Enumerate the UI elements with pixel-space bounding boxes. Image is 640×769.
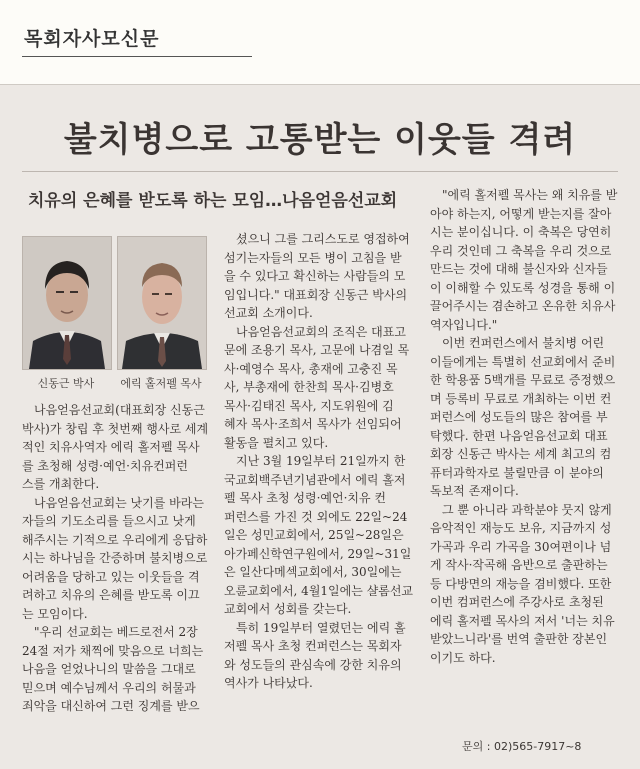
photo-shin-donggeun: [22, 236, 112, 370]
photo-caption: 에릭 홀저펠 목사: [120, 377, 202, 390]
subheadline: 치유의 은혜를 받도록 하는 모임…나음얻음선교회: [28, 191, 398, 211]
paragraph: 특히 19일부터 열렸던는 에릭 홀 저펠 목사 초청 컨퍼런스는 목회자 와 성도들의 관심속에 강한 치유의 역사가 나타났다.: [224, 620, 406, 690]
paragraph: 그 뿐 아니라 과학분야 뭇지 않게 음악적인 재능도 보유, 지금까지 성 가곡과 우리 가곡을 30여편이나 넘 게 작사·작곡해 음반으로 출판하는 등 다방면의 재능을 겸비했다. 또한 이번 컴퍼런스에 주강사로 초청된 에릭 홀저펠 목사의 저서 '너는 치유 받았느니라'를 번역 출판한 장본인 이기도 하다.: [430, 502, 615, 665]
headline: 불치병으로 고통받는 이웃들 격려: [63, 120, 577, 160]
photo-caption: 신동근 박사: [37, 377, 95, 390]
paragraph: 나음얻음선교회의 조직은 대표고 문에 조용기 목사, 고문에 나겸일 목 사·예영수 목사, 총재에 고충진 목 사, 부총재에 한찬희 목사·김병호 목사·김태진 목사, 지도위원에 김 혜자 목사·조희서 목사가 선임되어 활동을 펼치고 있다.: [224, 324, 410, 450]
paragraph: 나음얻음선교회는 낫기를 바라는 자들의 기도소리를 들으시고 낫게 해주시는 기적으로 우리에게 응답하 시는 하나님을 간증하며 불치병으로 어려움을 당하고 있는 이웃들을 격 려하고 치유의 은혜를 받도록 이끄 는 모임이다.: [22, 495, 208, 621]
paragraph: "우리 선교회는 베드로전서 2장 24절 저가 채찍에 맞음으로 너희는 나음을 얻었나니의 말씀을 그대로 믿으며 예수님께서 우리의 허물과 죄악을 대신하여 그런 징계를 받으: [22, 625, 204, 713]
article-column-middle: [224, 230, 420, 693]
photo-eric-holzerfel: [117, 236, 207, 370]
section-rule: [22, 56, 252, 57]
headline-divider: [22, 171, 618, 172]
paragraph: "에릭 홀저펠 목사는 왜 치유를 받 아야 하는지, 어떻게 받는지를 잘아 시는 분이십니다. 이 축복은 당연히 우리 것인데 그 축복을 우리 것으로 만드는 것에 대해 불신자와 신자들 이 이해할 수 있도록 성경을 통해 이 끌어주시는 겸손하고 온유한 치유사 역자입니다.": [430, 188, 618, 332]
paragraph: 지난 3월 19일부터 21일까지 한 국교회백주년기념관에서 에릭 홀저 펠 목사 초청 성령·예언·치유 컨 퍼런스를 가진 것 외에도 22일~24 일은 성민교회에서, 25일~28일은 아가페신학연구원에서, 29일~31일 은 일산다메섹교회에서, 30일에는 오륜교회에서, 4월1일에는 샬롬선교 교회에서 성회를 갖는다.: [224, 454, 414, 616]
section-label: 목회자사모신문: [24, 28, 160, 50]
paragraph: 나음얻음선교회(대표회장 신동근 박사)가 창립 후 첫번째 행사로 세계 적인 치유사역자 에릭 홀저펠 목사 를 초청해 성령·예언·치유컨퍼런 스를 개최한다.: [22, 403, 209, 491]
paragraph: 셨으니 그를 그리스도로 영접하여 섬기는자들의 모든 병이 고침을 받 을 수 있다고 확신하는 사람들의 모 임입니다." 대표회장 신동근 박사의 선교회 소개이다.: [224, 232, 410, 320]
article-column-right: [430, 186, 630, 667]
paragraph: 이번 컨퍼런스에서 불치병 어린 이들에게는 특별히 선교회에서 준비 한 학용품 5백개를 무료로 증정했으 며 등록비 무료로 개최하는 이번 컨 퍼런스에 성도들의 많은 참여를 부 탁했다. 한편 나음얻음선교회 대표 회장 신동근 박사는 세계 최고의 컴 퓨터과학자로 불릴만큼 이 분야의 독보적 존재이다.: [430, 336, 616, 498]
article-column-left: [22, 401, 212, 716]
contact-info: 문의 : 02)565-7917~8: [462, 740, 582, 753]
